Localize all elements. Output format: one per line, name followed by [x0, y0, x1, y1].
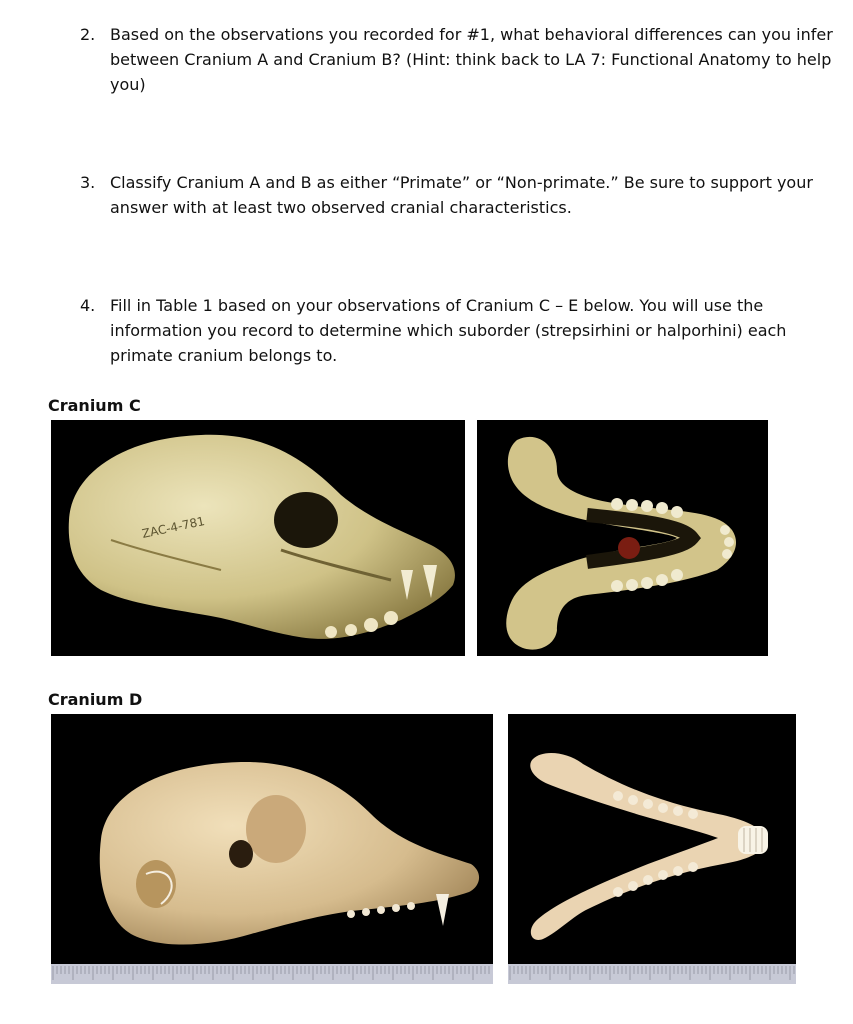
question-text: Classify Cranium A and B as either “Primate” or “Non-primate.” Be sure to support your answer with at least two observed cranial characteristics.: [110, 173, 813, 217]
cranium-d-lateral-photo: [51, 714, 493, 984]
question-4: [80, 293, 840, 368]
question-2: [80, 22, 840, 97]
cranium-c-lateral-photo: [51, 420, 465, 656]
mandible-top-image: [508, 714, 796, 984]
cranium-d-mandible-photo: [508, 714, 796, 984]
cranium-c-mandible-photo: [477, 420, 768, 656]
question-number: 3.: [80, 173, 96, 192]
question-3: [80, 170, 840, 220]
specimen-tag: ZAC-4-781: [140, 513, 207, 541]
skull-lateral-image: [51, 714, 493, 984]
question-text: Based on the observations you recorded for #1, what behavioral differences can you infer between Cranium A and Cranium B? (Hint: think back to LA 7: Functional Anatomy to help you): [110, 25, 833, 94]
skull-lateral-image: [51, 420, 465, 656]
question-number: 4.: [80, 296, 96, 315]
question-text: Fill in Table 1 based on your observations of Cranium C – E below. You will use the information you record to determine which suborder (strepsirhini or halporhini) each primate cranium belongs to.: [110, 296, 787, 365]
mandible-top-image: [477, 420, 768, 656]
cranium-c-label: Cranium C: [48, 396, 141, 415]
question-number: 2.: [80, 25, 96, 44]
cranium-d-label: Cranium D: [48, 690, 143, 709]
